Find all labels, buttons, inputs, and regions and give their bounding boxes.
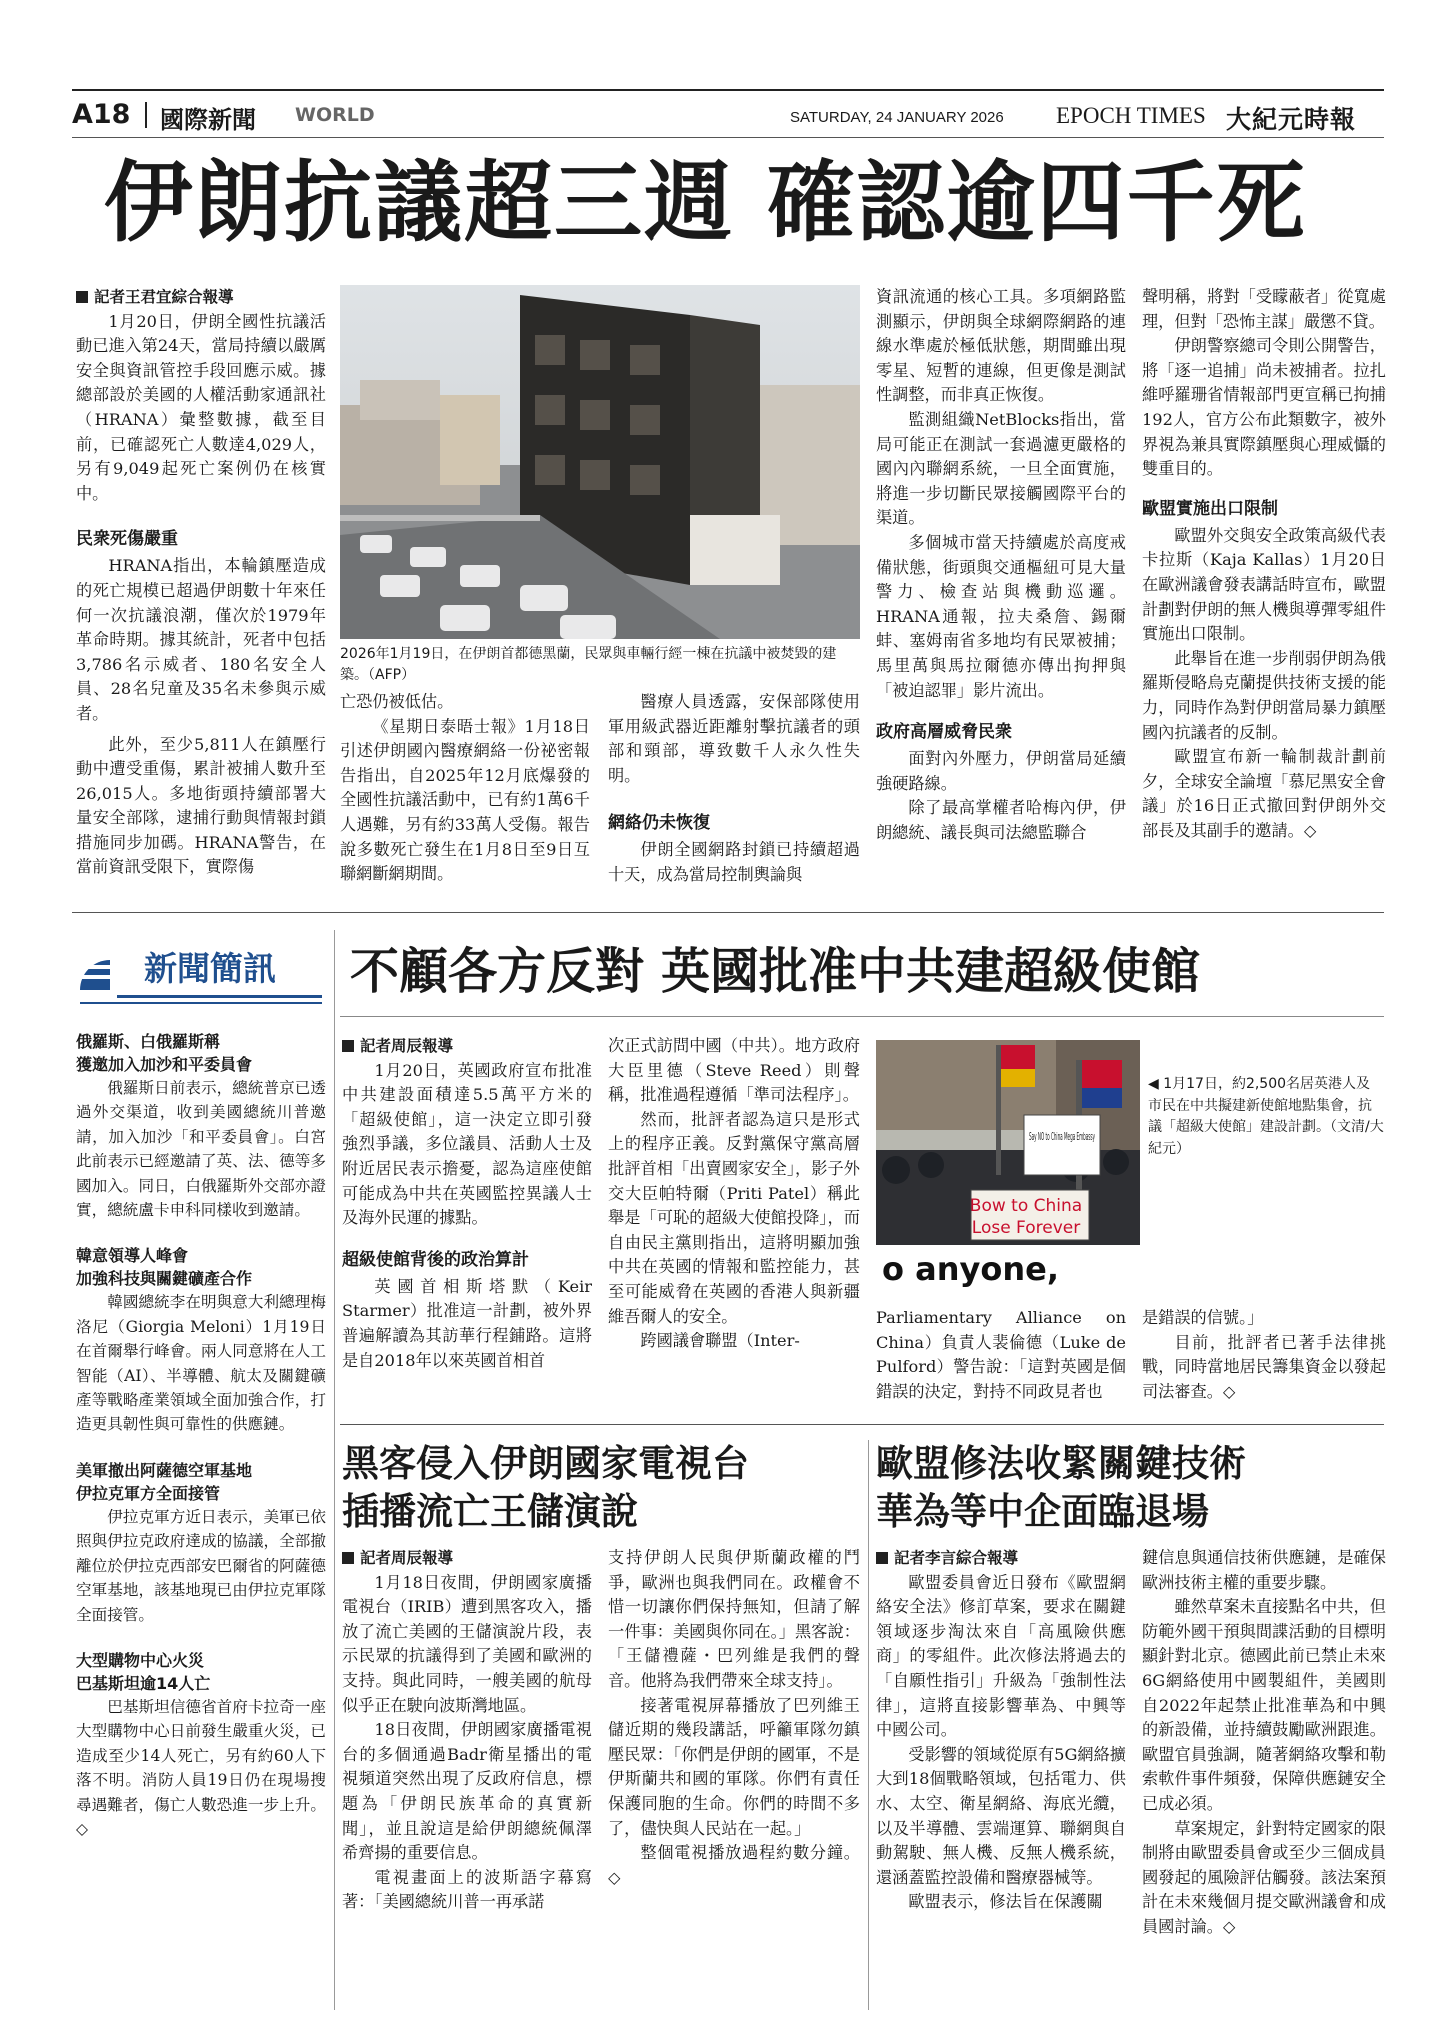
article4-col2: 鍵信息與通信技術供應鏈，是確保歐洲技術主權的重要步驟。 雖然草案未直接點名中共，但防範外國干預與間諜活動的目標明顯針對北京。德國此前已禁止未來6G網絡使用中國製組件，美國則自2022年起禁止批准華為和中興的新設備，並持續鼓勵歐洲跟進。歐盟官員強調，隨著網絡攻擊和勒索軟件事件頻發，保障供應鏈安全已成必須。 草案規定，針對特定國家的限制將由歐盟委員會或至少三個成員國發起的風險評估觸發。該法案預計在未來幾個月提交歐洲議會和成員國討論。◇ [1142, 1548, 1386, 1936]
article3-col1: 記者周辰報導 1月18日夜間，伊朗國家廣播電視台（IRIB）遭到黑客攻入，播放了流亡美國的王儲演說片段，表示民眾的抗議得到了美國和歐洲的支持。與此同時，一艘美國的航母似乎正在駛向波斯灣地區。 18日夜間，伊朗國家廣播電視台的多個通過Badr衛星播出的電視頻道突然出現了反政府信息，標題為「伊朗民族革命的真實新聞」，並且說這是給伊朗總統佩澤希齊揚的重要信息。 電視畫面上的波斯語字幕寫著：「美國總統川普一再承諾 [342, 1549, 592, 1912]
brief-item: 大型購物中心火災 巴基斯坦逾14人亡 巴基斯坦信德省首府卡拉奇一座大型購物中心日前發生嚴重火災，已造成至少14人死亡，另有約60人下落不明。消防人員19日仍在現場搜尋遇難者，傷亡人數恐進一步上升。◇ [76, 1650, 326, 1838]
paper-logo-zh: 大紀元時報 [1226, 105, 1357, 134]
article1-photo-caption: 2026年1月19日，在伊朗首都德黑蘭，民眾與車輛行經一棟在抗議中被焚毀的建築。（AFP） [340, 646, 837, 683]
brief-item: 俄羅斯、白俄羅斯稱 獲邀加入加沙和平委員會 俄羅斯日前表示，總統普京已透過外交渠道，收到美國總統川普邀請，加入加沙「和平委員會」。白宮此前表示已經邀請了英、法、德等多國加入。同日，白俄羅斯外交部亦證實，總統盧卡申科同樣收到邀請。 [76, 1032, 326, 1220]
article1-col2: 亡恐仍被低估。 《星期日泰晤士報》1月18日引述伊朗國內醫療網絡一份祕密報告指出，自2025年12月底爆發的全國性抗議活動中，已有約1萬6千人遇難，另有約33萬人受傷。報告說多數死亡發生在1月8日至9日互聯網斷網期間。 [340, 692, 590, 884]
article4-headline: 歐盟修法收緊關鍵技術 華為等中企面臨退場 [876, 1442, 1246, 1533]
protest-sign-bow-to-china: Bow to China [969, 1196, 1083, 1216]
article2-byline: 記者周辰報導 [360, 1037, 454, 1055]
briefs-header [72, 935, 322, 1010]
section-title: 國際新聞 [160, 106, 256, 134]
brief-item: 韓意領導人峰會 加強科技與關鍵礦產合作 韓國總統李在明與意大利總理梅洛尼（Giorgia Meloni）1月19日在首爾舉行峰會。兩人同意將在人工智能（AI）、半導體、航太及關鍵礦產等戰略產業領域全面加強合作，打造更具韌性與可靠性的供應鏈。 [76, 1246, 326, 1434]
article4-col1: 記者李言綜合報導 歐盟委員會近日發布《歐盟網絡安全法》修訂草案，要求在關鍵領域逐步淘汰來自「高風險供應商」的零組件。此次修法將過去的「自願性指引」升級為「強制性法律」，這將直接影響華為、中興等中國公司。 受影響的領域從原有5G網絡擴大到18個戰略領域，包括電力、供水、太空、衛星網絡、海底光纜，以及半導體、雲端運算、聯網與自動駕駛、無人機、反無人機系統，還涵蓋監控設備和醫療器械等。 歐盟表示，修法旨在保護關 [876, 1549, 1126, 1912]
article4-byline: 記者李言綜合報導 [894, 1549, 1019, 1567]
section-title-en: WORLD [295, 104, 375, 126]
article2-headline: 不顧各方反對 英國批准中共建超級使館 [350, 943, 1201, 1000]
article1-headline: 伊朗抗議超三週 確認逾四千死 [104, 151, 1307, 254]
article3-byline: 記者周辰報導 [360, 1549, 454, 1567]
article1-col3: 醫療人員透露，安保部隊使用軍用級武器近距離射擊抗議者的頭部和頸部，導致數千人永久性失明。 網絡仍未恢復 伊朗全國網路封鎖已持續超過十天，成為當局控制輿論與 [608, 692, 860, 884]
briefs-title: 新聞簡訊 [144, 949, 276, 988]
issue-date: SATURDAY, 24 JANUARY 2026 [790, 109, 1004, 126]
article2-col4: 是錯誤的信號。」 目前，批評者已著手法律挑戰，同時當地居民籌集資金以發起司法審查。◇ [1142, 1308, 1386, 1401]
article1-byline: 記者王君宜綜合報導 [94, 288, 234, 306]
protest-banner: o anyone, [882, 1250, 1059, 1288]
briefs-list [76, 1030, 326, 1863]
protest-sign-say-no: Say NO to China Mega Embassy [1029, 1130, 1096, 1143]
article1-col1: 記者王君宜綜合報導 1月20日，伊朗全國性抗議活動已進入第24天，當局持續以嚴厲安全與資訊管控手段回應示威。據總部設於美國的人權活動家通訊社（HRANA）彙整數據，截至目前，已確認死亡人數達4,029人，另有9,049起死亡案例仍在核實中。 民衆死傷嚴重 HRANA指出，本輪鎮壓造成的死亡規模已超過伊朗數十年來任何一次抗議浪潮，僅次於1979年革命時期。據其統計，死者中包括3,786名示威者、180名安全人員、28名兒童及35名未參與示威者。 此外，至少5,811人在鎮壓行動中遭受重傷，累計被捕人數升至26,015人。多地街頭持續部署大量安全部隊，逮捕行動與情報封鎖措施同步加碼。HRANA警告，在當前資訊受限下，實際傷 [76, 288, 326, 877]
article1-col4: 資訊流通的核心工具。多項網路監測顯示，伊朗與全球網際網路的連線水準處於極低狀態，期間雖出現零星、短暫的連線，但更像是測試性調整，而非真正恢復。 監測組織NetBlocks指出，當局可能正在測試一套過濾更嚴格的國內內聯網系統，一旦全面實施，將進一步切斷民眾接觸國際平台的渠道。 多個城市當天持續處於高度戒備狀態，街頭與交通樞紐可見大量警力、檢查站與機動巡邏。HRANA通報，拉夫桑詹、錫爾蚌、塞姆南省多地均有民眾被捕；馬里萬與馬拉爾德亦傳出拘押與「被迫認罪」影片流出。 政府高層威脅民衆 面對內外壓力，伊朗當局延續強硬路線。 除了最高掌權者哈梅內伊，伊朗總統、議長與司法總監聯合 [876, 287, 1126, 842]
brief-item: 美軍撤出阿薩德空軍基地 伊拉克軍方全面接管 伊拉克軍方近日表示，美軍已依照與伊拉克政府達成的協議，全部撤離位於伊拉克西部安巴爾省的阿薩德空軍基地，該基地現已由伊拉克軍隊全面接管。 [76, 1460, 326, 1624]
page-number: A18 [72, 99, 131, 130]
article1-photo [340, 285, 860, 639]
article2-col3: Parliamentary Alliance on China）負責人裴倫德（Luke de Pulford）警告說：「這對英國是個錯誤的決定，對持不同政見者也 [876, 1308, 1126, 1401]
article2-photo-caption: ◀ 1月17日，約2,500名居英港人及市民在中共擬建新使館地點集會，抗議「超級大使館」建設計劃。（文清/大紀元） [1148, 1076, 1384, 1157]
article3-headline: 黑客侵入伊朗國家電視台 插播流亡王儲演說 [342, 1442, 749, 1533]
protest-sign-lose-forever: Lose Forever [971, 1218, 1081, 1238]
article1-col5: 聲明稱，將對「受矇蔽者」從寬處理，但對「恐怖主謀」嚴懲不貸。 伊朗警察總司令則公開警告，將「逐一追捕」尚未被捕者。拉扎維呼羅珊省情報部門更宣稱已拘捕192人，官方公布此類數字，被外界視為兼具實際鎮壓與心理威懾的雙重目的。 歐盟實施出口限制 歐盟外交與安全政策高級代表卡拉斯（Kaja Kallas）1月20日在歐洲議會發表講話時宣布，歐盟計劃對伊朗的無人機與導彈零組件實施出口限制。 此舉旨在進一步削弱伊朗為俄羅斯侵略烏克蘭提供技術支援的能力，同時作為對伊朗當局暴力鎮壓國內抗議者的反制。 歐盟宣布新一輪制裁計劃前夕，全球安全論壇「慕尼黑安全會議」於16日正式撤回對伊朗外交部長及其副手的邀請。◇ [1142, 287, 1386, 840]
article2-col2: 次正式訪問中國（中共）。地方政府大臣里德（Steve Reed）則聲稱，批准過程遵循「準司法程序」。 然而，批評者認為這只是形式上的程序正義。反對黨保守黨高層批評首相「出賣國家安全」，影子外交大臣帕特爾（Priti Patel）稱此舉是「可恥的超級大使館投降」，而自由民主黨則指出，這將明顯加強中共在英國的情報和監控能力，甚至可能威脅在英國的香港人與新疆維吾爾人的安全。 跨國議會聯盟（Inter- [608, 1036, 860, 1351]
article3-col2: 支持伊朗人民與伊斯蘭政權的鬥爭，歐洲也與我們同在。政權會不惜一切讓你們保持無知，但請了解一件事：美國與你同在。」黑客說：「王儲禮薩・巴列維是我們的聲音。他將為我們帶來全球支持」。 接著電視屏幕播放了巴列維王儲近期的幾段講話，呼籲軍隊勿鎮壓民眾：「你們是伊朗的國軍，不是伊斯蘭共和國的軍隊。你們有責任保護同胞的生命。你們的時間不多了，儘快與人民站在一起。」 整個電視播放過程約數分鐘。◇ [608, 1548, 860, 1887]
article2-photo [876, 1040, 1140, 1292]
article2-col1: 記者周辰報導 1月20日，英國政府宣布批准中共建設面積達5.5萬平方米的「超級使館」，這一決定立即引發強烈爭議，多位議員、活動人士及附近居民表示擔憂，認為這座使館可能成為中共在英國監控異議人士及海外民運的據點。 超級使館背後的政治算計 英國首相斯塔默（Keir Starmer）批准這一計劃，被外界普遍解讀為其訪華行程鋪路。這將是自2018年以來英國首相首 [342, 1037, 592, 1370]
paper-name-en: EPOCH TIMES [1056, 103, 1206, 128]
